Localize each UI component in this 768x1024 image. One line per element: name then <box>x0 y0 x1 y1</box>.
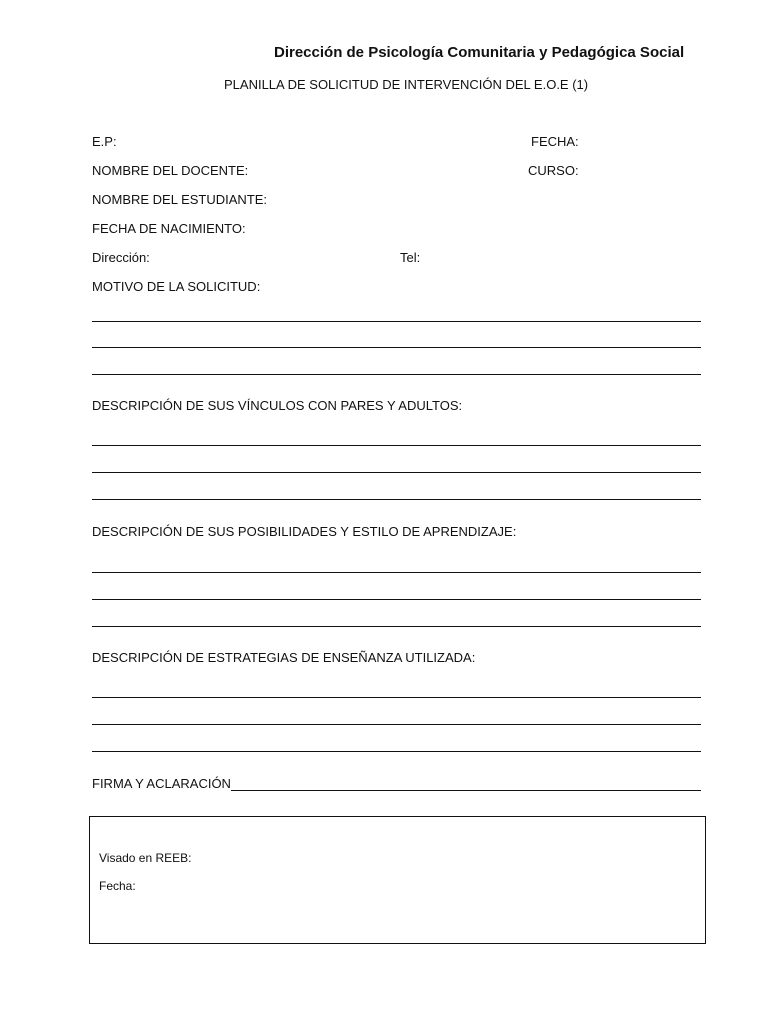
aprendizaje-heading: DESCRIPCIÓN DE SUS POSIBILIDADES Y ESTILO DE APRENDIZAJE: <box>92 524 517 539</box>
aprendizaje-answer-line <box>92 599 701 600</box>
motivo-answer-line <box>92 374 701 375</box>
curso-label: CURSO: <box>528 163 579 178</box>
ep-label: E.P: <box>92 134 117 149</box>
estrategias-answer-line <box>92 751 701 752</box>
vinculos-answer-line <box>92 472 701 473</box>
vinculos-answer-line <box>92 445 701 446</box>
nombre-estudiante-label: NOMBRE DEL ESTUDIANTE: <box>92 192 268 207</box>
aprendizaje-answer-line <box>92 626 701 627</box>
aprendizaje-answer-line <box>92 572 701 573</box>
fecha-nacimiento-label: FECHA DE NACIMIENTO: <box>92 221 246 236</box>
motivo-heading: MOTIVO DE LA SOLICITUD: <box>92 279 261 294</box>
tel-label: Tel: <box>400 250 421 265</box>
estrategias-answer-line <box>92 697 701 698</box>
firma-label: FIRMA Y ACLARACIÓN <box>92 776 231 791</box>
signature-line <box>231 790 701 791</box>
page-title: Dirección de Psicología Comunitaria y Pedagógica Social <box>274 44 685 61</box>
estrategias-answer-line <box>92 724 701 725</box>
nombre-docente-label: NOMBRE DEL DOCENTE: <box>92 163 249 178</box>
visado-box <box>89 816 706 944</box>
motivo-answer-line <box>92 321 701 322</box>
visado-label: Visado en REEB: <box>99 851 192 865</box>
fecha-label: FECHA: <box>531 134 579 149</box>
vinculos-answer-line <box>92 499 701 500</box>
vinculos-heading: DESCRIPCIÓN DE SUS VÍNCULOS CON PARES Y ADULTOS: <box>92 398 463 413</box>
form-subtitle: PLANILLA DE SOLICITUD DE INTERVENCIÓN DEL E.O.E (1) <box>224 77 589 92</box>
estrategias-heading: DESCRIPCIÓN DE ESTRATEGIAS DE ENSEÑANZA UTILIZADA: <box>92 650 476 665</box>
direccion-label: Dirección: <box>92 250 150 265</box>
visado-fecha-label: Fecha: <box>99 879 136 893</box>
motivo-answer-line <box>92 347 701 348</box>
